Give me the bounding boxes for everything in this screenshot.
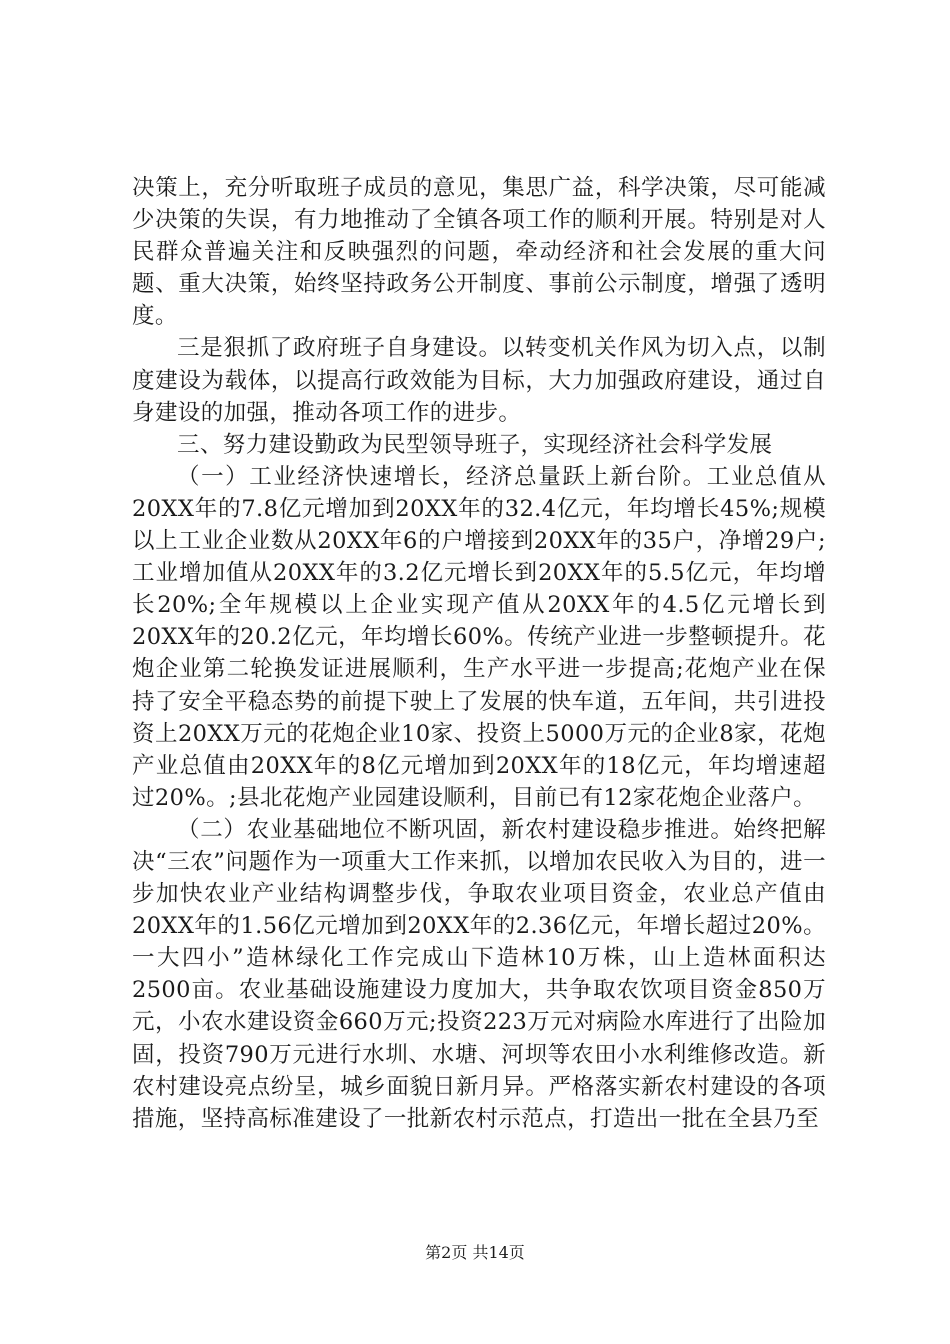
paragraph-industrial-economy: （一）工业经济快速增长，经济总量跃上新台阶。工业总值从20XX年的7.8亿元增加到20XX年的32.4亿元，年均增长45%;规模以上工业企业数从20XX年6的户增接到20XX年的35户，净增29户;工业增加值从20XX年的3.2亿元增长到20XX年的5.5亿元，年均增长20%;全年规模以上企业实现产值从20XX年的4.5亿元增长到20XX年的20.2亿元，年均增长60%。传统产业进一步整顿提升。花炮企业第二轮换发证进展顺利，生产水平进一步提高;花炮产业在保持了安全平稳态势的前提下驶上了发展的快车道，五年间，共引进投资上20XX万元的花炮企业10家、投资上5000万元的企业8家，花炮产业总值由20XX年的8亿元增加到20XX年的18亿元，年均增速超过20%。;县北花炮产业园建设顺利，目前已有12家花炮企业落户。 — [132, 463, 826, 811]
paragraph-agriculture: （二）农业基础地位不断巩固，新农村建设稳步推进。始终把解决“三农”问题作为一项重大工作来抓，以增加农民收入为目的，进一步加快农业产业结构调整步伐，争取农业项目资金，农业总产值由20XX年的1.56亿元增加到20XX年的2.36亿元，年增长超过20%。一大四小”造林绿化工作完成山下造林10万株，山上造林面积达2500亩。农业基础设施建设力度加大，共争取农饮项目资金850万元，小农水建设资金660万元;投资223万元对病险水库进行了出险加固，投资790万元进行水圳、水塘、河坝等农田小水利维修改造。新农村建设亮点纷呈，城乡面貌日新月异。严格落实新农村建设的各项措施，坚持高标准建设了一批新农村示范点，打造出一批在全县乃至 — [132, 816, 826, 1132]
paragraph-government-team-building: 三是狠抓了政府班子自身建设。以转变机关作风为切入点，以制度建设为载体，以提高行政效能为目标，大力加强政府建设，通过自身建设的加强，推动各项工作的进步。 — [132, 335, 826, 426]
page-footer: 第2页 共14页 — [425, 1243, 525, 1262]
paragraph-decision-making: 决策上，充分听取班子成员的意见，集思广益，科学决策，尽可能减少决策的失误，有力地推动了全镇各项工作的顺利开展。特别是对人民群众普遍关注和反映强烈的问题，牵动经济和社会发展的重大问题、重大决策，始终坚持政务公开制度、事前公示制度，增强了透明度。 — [132, 175, 826, 330]
section-heading-three: 三、努力建设勤政为民型领导班子，实现经济社会科学发展 — [177, 431, 773, 458]
document-body — [132, 172, 826, 1135]
